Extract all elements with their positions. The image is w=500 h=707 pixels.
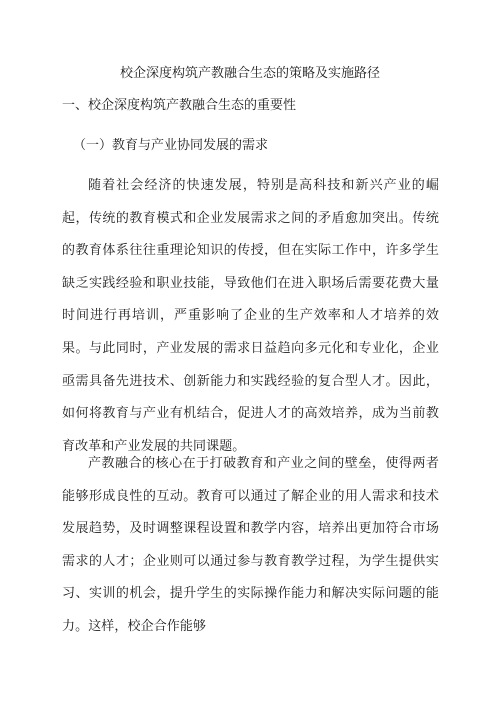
body-paragraph-2: 产教融合的核心在于打破教育和产业之间的壁垒，使得两者能够形成良性的互动。教育可以通过了解企业的用人需求和技术发展趋势，及时调整课程设置和教学内容，培养出更加符合市场需求的人才；企业则可以通过参与教育教学过程，为学生提供实习、实训的机会，提升学生的实际操作能力和解决实际问题的能力。这样，校企合作能够 <box>62 456 439 634</box>
subsection-heading: （一）教育与产业协同发展的需求 <box>73 138 269 153</box>
document-title: 校企深度构筑产教融合生态的策略及实施路径 <box>119 66 380 81</box>
section-heading: 一、校企深度构筑产教融合生态的重要性 <box>62 98 297 113</box>
body-paragraph-1: 随着社会经济的快速发展，特别是高科技和新兴产业的崛起，传统的教育模式和企业发展需求之间的矛盾愈加突出。传统的教育体系往往重理论知识的传授，但在实际工作中，许多学生缺乏实践经验和职业技能，导致他们在进入职场后需要花费大量时间进行再培训，严重影响了企业的生产效率和人才培养的效果。与此同时，产业发展的需求日益趋向多元化和专业化，企业亟需具备先进技术、创新能力和实践经验的复合型人才。因此，如何将教育与产业有机结合，促进人才的高效培养，成为当前教育改革和产业发展的共同课题。 <box>62 178 439 454</box>
